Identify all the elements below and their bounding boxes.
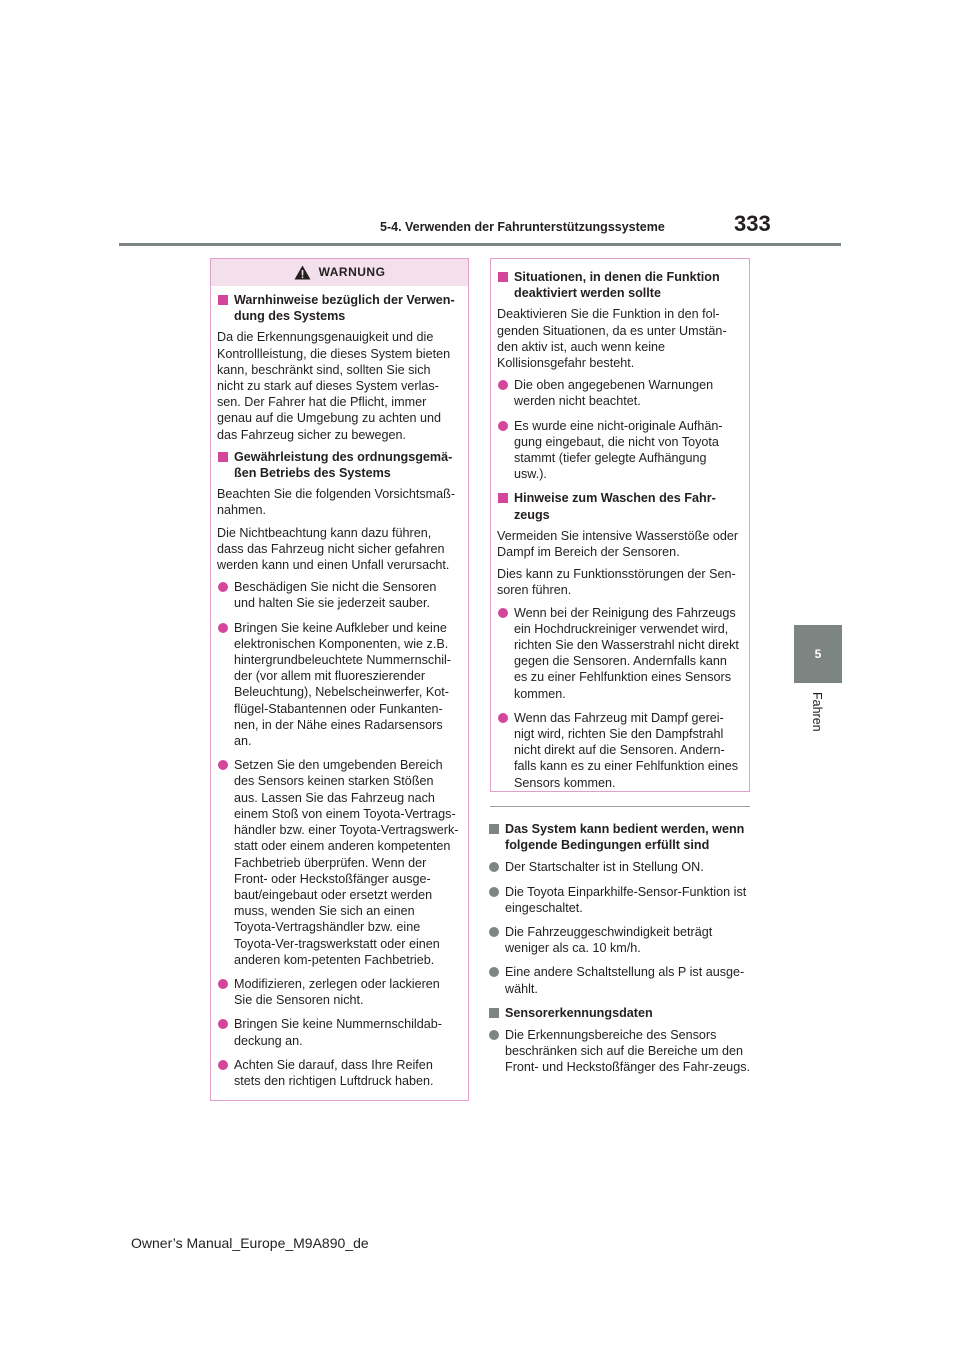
- section-title: 5-4. Verwenden der Fahrunterstützungssysteme: [380, 220, 665, 234]
- conditions-bullet: Die Toyota Einparkhilfe-Sensor-Funktion ist eingeschaltet.: [488, 884, 753, 916]
- conditions-bullet: Eine andere Schaltstellung als P ist ausge-wählt.: [488, 964, 753, 996]
- warning-paragraph: Beachten Sie die folgenden Vorsichtsmaß-nahmen.: [217, 487, 456, 518]
- conditions-bullet: Die Fahrzeuggeschwindigkeit beträgt weniger als ca. 10 km/h.: [488, 924, 753, 956]
- sensor-data-heading: Sensorerkennungsdaten: [488, 1005, 753, 1021]
- warning-box: [210, 258, 469, 1101]
- warning-bullet: Achten Sie darauf, dass Ihre Reifen stets den richtigen Luftdruck haben.: [217, 1057, 459, 1089]
- warning-heading-operation: Gewährleistung des ordnungsgemä-ßen Betriebs des Systems: [217, 449, 459, 481]
- info-bullet: Wenn das Fahrzeug mit Dampf gerei-nigt wird, richten Sie den Dampfstrahl nicht direkt auf die Sensoren. Andern-falls kann es zu einer Fehlfunktion eines Sensors kommen.: [497, 710, 740, 791]
- info-bullet: Es wurde eine nicht-originale Aufhän-gung eingebaut, die nicht von Toyota stammt (tiefer gelegte Aufhängung usw.).: [497, 418, 740, 483]
- info-heading-deactivate: Situationen, in denen die Funktion deaktiviert werden sollte: [497, 269, 740, 301]
- info-bullet: Wenn bei der Reinigung des Fahrzeugs ein Hochdruckreiniger verwendet wird, richten Sie den Wasserstrahl nicht direkt gegen die Sensoren. Andernfalls kann es zu einer Fehlfunktion eines Sensors kommen.: [497, 605, 740, 702]
- warning-heading-usage: Warnhinweise bezüglich der Verwen-dung des Systems: [217, 292, 459, 324]
- header-rule: [119, 243, 841, 246]
- page-number: 333: [734, 211, 771, 236]
- warning-bullet: Setzen Sie den umgebenden Bereich des Sensors keinen starken Stößen aus. Lassen Sie das Fahrzeug nach einem Stoß von einem Toyota-Vertrags-händler bzw. einer Toyota-Vertragswerk-statt oder einem anderen kompetenten Fachbetrieb überprüfen. Wenn der Front- oder Heckstoßfänger ausge-baut/eingebaut oder ersetzt werden muss, wenden Sie sich an einen Toyota-Vertragshändler bzw. eine Toyota-Ver-tragswerkstatt oder einen anderen kom-petenten Fachbetrieb.: [217, 757, 459, 968]
- footer-text: Owner’s Manual_Europe_M9A890_de: [131, 1235, 369, 1251]
- info-bullet: Die oben angegebenen Warnungen werden nicht beachtet.: [497, 377, 740, 409]
- warning-title: WARNUNG: [318, 265, 386, 280]
- conditions-section: [488, 815, 753, 1084]
- chapter-number: 5: [814, 647, 822, 661]
- warning-bullet: Bringen Sie keine Aufkleber und keine elektronischen Komponenten, wie z.B. hintergrundbeleuchtete Nummernschil-der (vor allem mit fluoreszierender Beleuchtung), Nebelscheinwerfer, Kot-flügel-Stabantennen oder Funkanten-nen, in der Nähe eines Radarsensors an.: [217, 620, 459, 750]
- warning-header: [211, 259, 468, 286]
- info-paragraph: Dies kann zu Funktionsstörungen der Sen-soren führen.: [497, 567, 736, 598]
- info-paragraph: Vermeiden Sie intensive Wasserstöße oder Dampf im Bereich der Sensoren.: [497, 528, 739, 560]
- conditions-heading: Das System kann bedient werden, wenn folgende Bedingungen erfüllt sind: [488, 821, 753, 853]
- warning-paragraph: Die Nichtbeachtung kann dazu führen, dass das Fahrzeug nicht sicher gefahren werden kann und einen Unfall verursacht.: [217, 525, 450, 573]
- sensor-data-bullet: Die Erkennungsbereiche des Sensors beschränken sich auf die Bereiche um den Front- und Heckstoßfänger des Fahr-zeugs.: [488, 1027, 753, 1076]
- warning-bullet: Beschädigen Sie nicht die Sensoren und halten Sie sie jederzeit sauber.: [217, 579, 459, 611]
- warning-bullet: Modifizieren, zerlegen oder lackieren Sie die Sensoren nicht.: [217, 976, 459, 1008]
- info-box: [490, 258, 750, 792]
- section-divider: [490, 806, 750, 807]
- warning-icon: [294, 265, 311, 280]
- chapter-tab: [794, 625, 842, 683]
- info-heading-washing: Hinweise zum Waschen des Fahr-zeugs: [497, 490, 740, 522]
- chapter-label: Fahren: [810, 692, 824, 732]
- conditions-bullet: Der Startschalter ist in Stellung ON.: [488, 859, 753, 875]
- warning-bullet: Bringen Sie keine Nummernschildab-deckung an.: [217, 1016, 459, 1048]
- warning-paragraph: Da die Erkennungsgenauigkeit und die Kontrollleistung, die dieses System bieten kann, beschränkt sind, sollten Sie sich nicht zu stark auf dieses System verlas-sen. Der Fahrer hat die Pflicht, immer genau auf die Umgebung zu achten und das Fahrzeug sicher zu bewegen.: [217, 330, 451, 442]
- info-paragraph: Deaktivieren Sie die Funktion in den fol-genden Situationen, da es unter Umstän-den aktiv ist, auch wenn keine Kollisionsgefahr besteht.: [497, 307, 727, 371]
